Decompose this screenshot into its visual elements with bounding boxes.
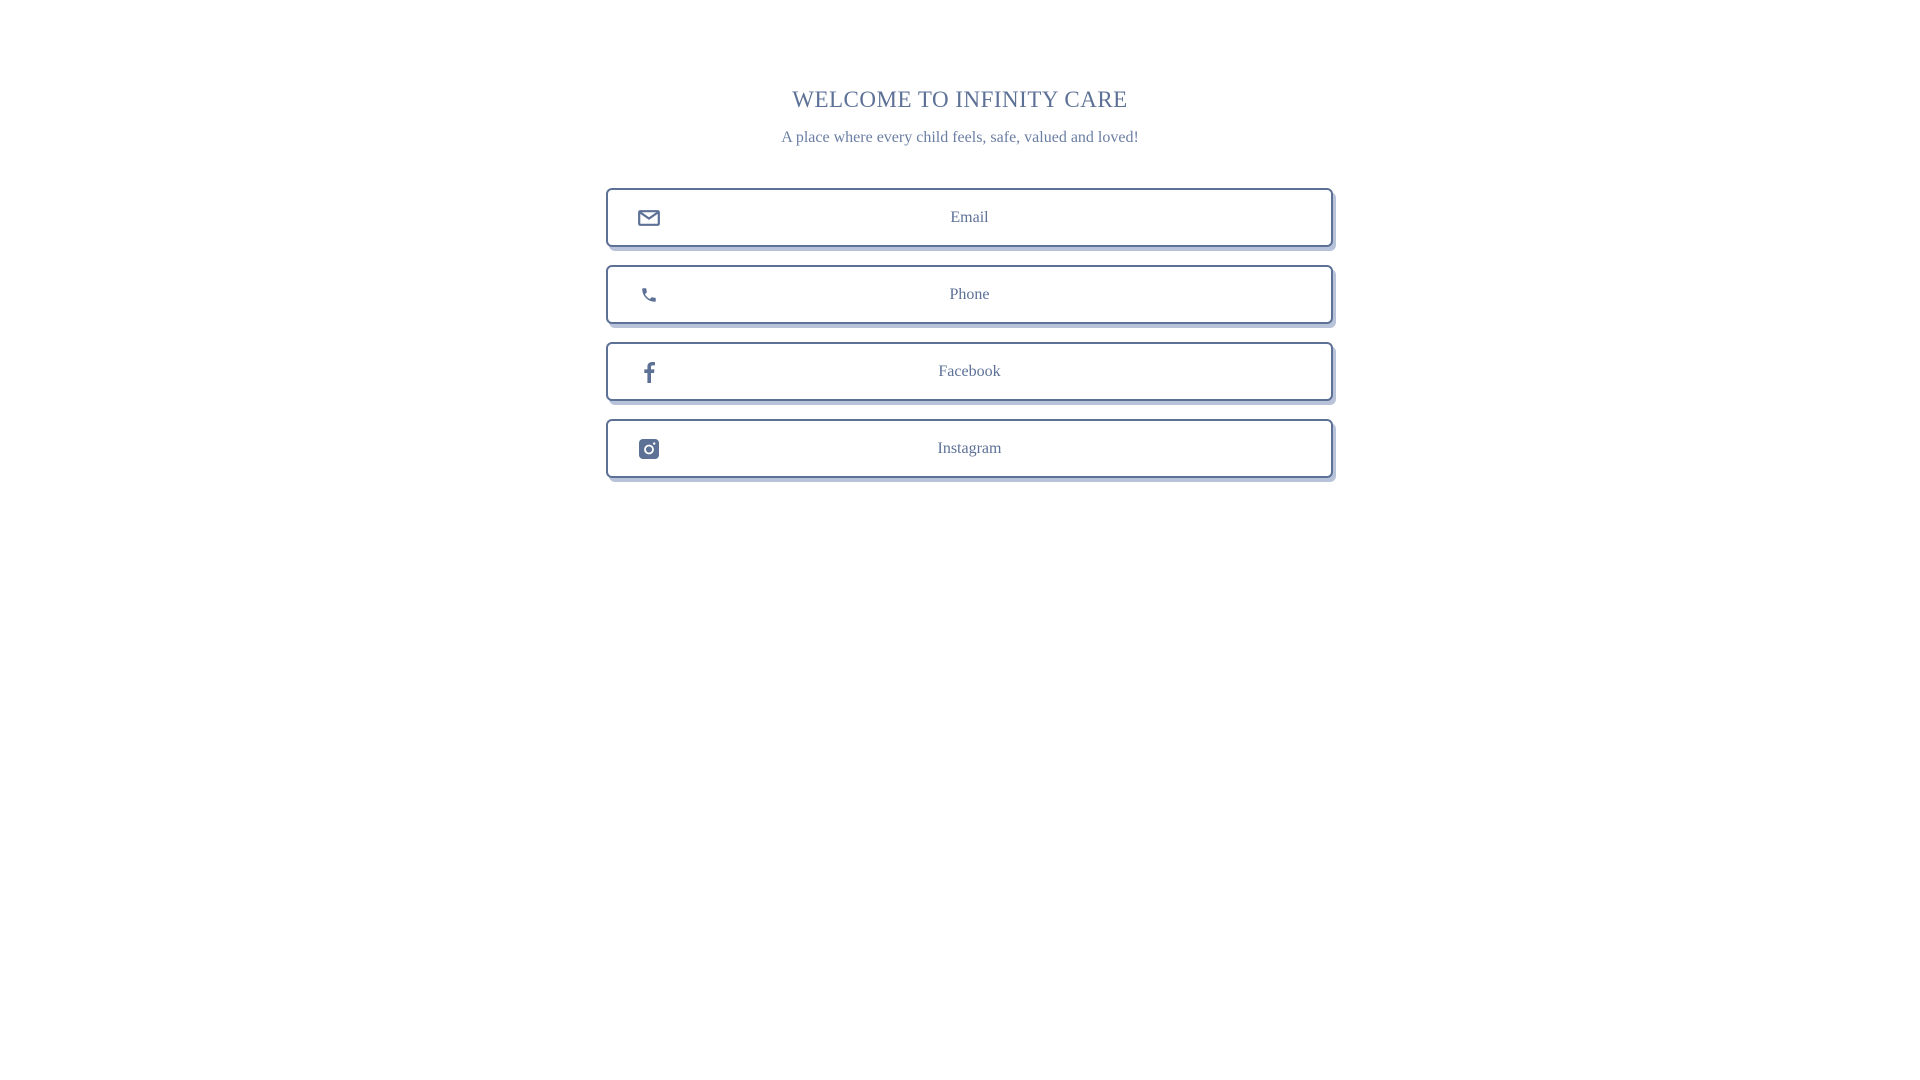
instagram-label: Instagram: [937, 439, 1002, 457]
phone-label: Phone: [949, 285, 990, 303]
mail-icon: [637, 206, 661, 230]
header: [0, 86, 1920, 148]
contact-links: [606, 188, 1333, 496]
phone-icon: [637, 283, 661, 307]
email-label: Email: [950, 208, 989, 226]
instagram-icon: [637, 437, 661, 461]
phone-button[interactable]: [606, 265, 1333, 324]
facebook-icon: [637, 360, 661, 384]
facebook-button[interactable]: [606, 342, 1333, 401]
facebook-label: Facebook: [938, 362, 1001, 380]
page-subtitle: A place where every child feels, safe, valued and loved!: [781, 129, 1139, 146]
instagram-button[interactable]: [606, 419, 1333, 478]
email-button[interactable]: [606, 188, 1333, 247]
page-title: WELCOME TO INFINITY CARE: [792, 87, 1128, 112]
